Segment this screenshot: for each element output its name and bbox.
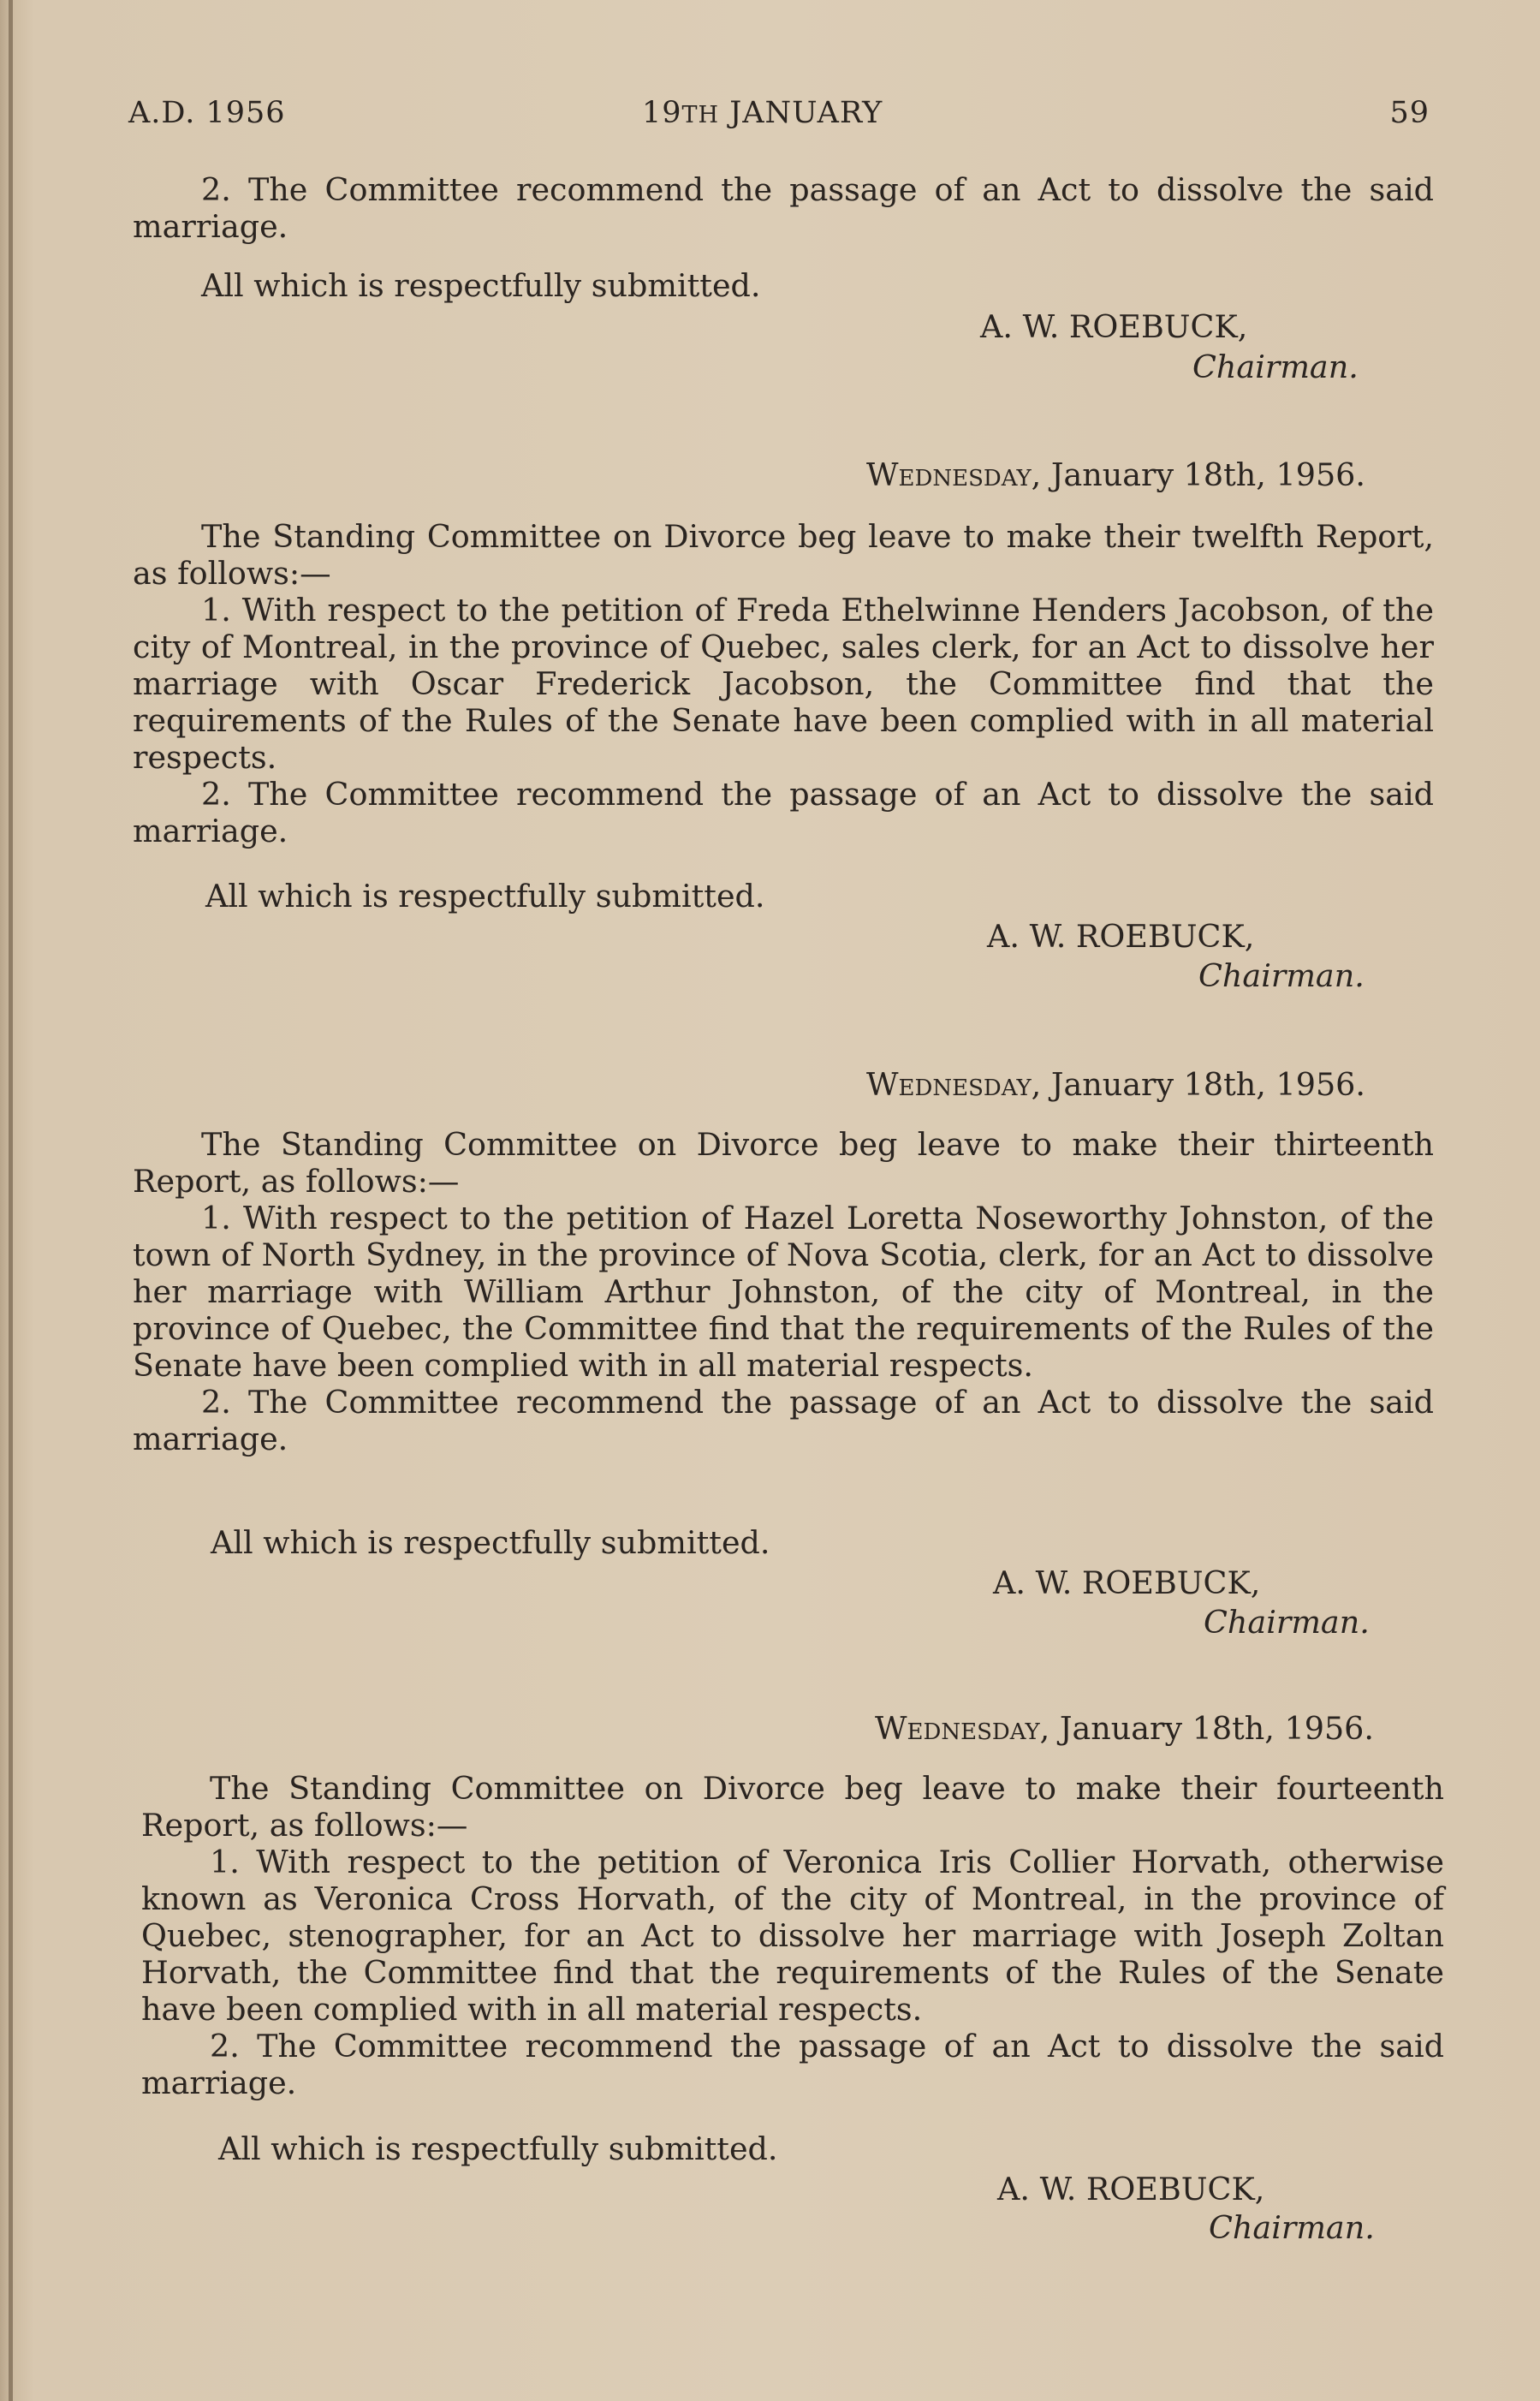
report-12-signer-name: A. W. ROEBUCK, — [987, 918, 1255, 955]
report-14-para-2: 2. The Committee recommend the passage of an Act to dissolve the said marriage. — [141, 2028, 1444, 2101]
report-12-date: , January 18th, 1956. — [1031, 456, 1365, 493]
report-13-body — [133, 1126, 1434, 1457]
report-14-date: , January 18th, 1956. — [1039, 1710, 1374, 1747]
top-submitted: All which is respectfully submitted. — [201, 267, 761, 304]
report-12-dateline — [133, 456, 1365, 493]
report-12-signer-title: Chairman. — [1198, 957, 1365, 994]
report-13-para-2: 2. The Committee recommend the passage of an Act to dissolve the said marriage. — [133, 1384, 1434, 1457]
report-14-para-1: 1. With respect to the petition of Veronica Iris Collier Horvath, otherwise known as Veronica Cross Horvath, of the city of Montreal, in the province of Quebec, stenographer, for an Act to dissolve her marriage with Joseph Zoltan Horvath, the Committee find that the requirements of the Rules of the Senate have been complied with in all material respects. — [141, 1844, 1444, 2028]
book-spine-edge — [9, 0, 13, 2401]
report-14-signer-title: Chairman. — [1209, 2209, 1375, 2246]
report-13-date: , January 18th, 1956. — [1031, 1066, 1365, 1103]
page-number: 59 — [1389, 96, 1430, 130]
report-13-signer-name: A. W. ROEBUCK, — [993, 1564, 1261, 1601]
top-section — [133, 171, 1434, 245]
report-12-submitted: All which is respectfully submitted. — [205, 878, 765, 915]
top-para-2: 2. The Committee recommend the passage of an Act to dissolve the said marriage. — [133, 171, 1434, 245]
report-13-submitted: All which is respectfully submitted. — [211, 1524, 770, 1561]
report-12-para-2: 2. The Committee recommend the passage of an Act to dissolve the said marriage. — [133, 776, 1434, 849]
report-13-intro: The Standing Committee on Divorce beg leave to make their thirteenth Report, as follows:— — [133, 1126, 1434, 1200]
report-14-intro: The Standing Committee on Divorce beg leave to make their fourteenth Report, as follows:— — [141, 1770, 1444, 1844]
report-12-body — [133, 518, 1434, 849]
header-day: 19 — [642, 96, 682, 130]
report-12-intro: The Standing Committee on Divorce beg leave to make their twelfth Report, as follows:— — [133, 518, 1434, 592]
report-12-para-1: 1. With respect to the petition of Freda Ethelwinne Henders Jacobson, of the city of Montreal, in the province of Quebec, sales clerk, for an Act to dissolve her marriage with Oscar Frederick Jacobson, the Committee find that the requirements of the Rules of the Senate have been complied with in all material respects. — [133, 592, 1434, 776]
top-signer-title: Chairman. — [1192, 349, 1359, 385]
report-13-dateline — [133, 1066, 1365, 1103]
report-14-signer-name: A. W. ROEBUCK, — [997, 2171, 1265, 2207]
header-day-suffix: TH — [681, 102, 720, 128]
header-year: A.D. 1956 — [128, 96, 286, 130]
report-13-para-1: 1. With respect to the petition of Hazel Loretta Noseworthy Johnston, of the town of North Sydney, in the province of Nova Scotia, clerk, for an Act to dissolve her marriage with William Arthur Johnston, of the city of Montreal, in the province of Quebec, the Committee find that the requirements of the Rules of the Senate have been complied with in all material respects. — [133, 1200, 1434, 1384]
report-14-dateline — [133, 1710, 1374, 1747]
report-14-body — [141, 1770, 1444, 2101]
report-13-weekday: Wednesday — [866, 1066, 1032, 1103]
report-13-signer-title: Chairman. — [1204, 1604, 1370, 1641]
report-12-weekday: Wednesday — [866, 456, 1032, 493]
report-14-weekday: Wednesday — [875, 1710, 1040, 1747]
header-month: JANUARY — [729, 96, 883, 130]
top-signer-name: A. W. ROEBUCK, — [980, 308, 1248, 345]
header-date — [642, 96, 883, 130]
report-14-submitted: All which is respectfully submitted. — [218, 2130, 778, 2167]
running-header — [128, 96, 1430, 139]
